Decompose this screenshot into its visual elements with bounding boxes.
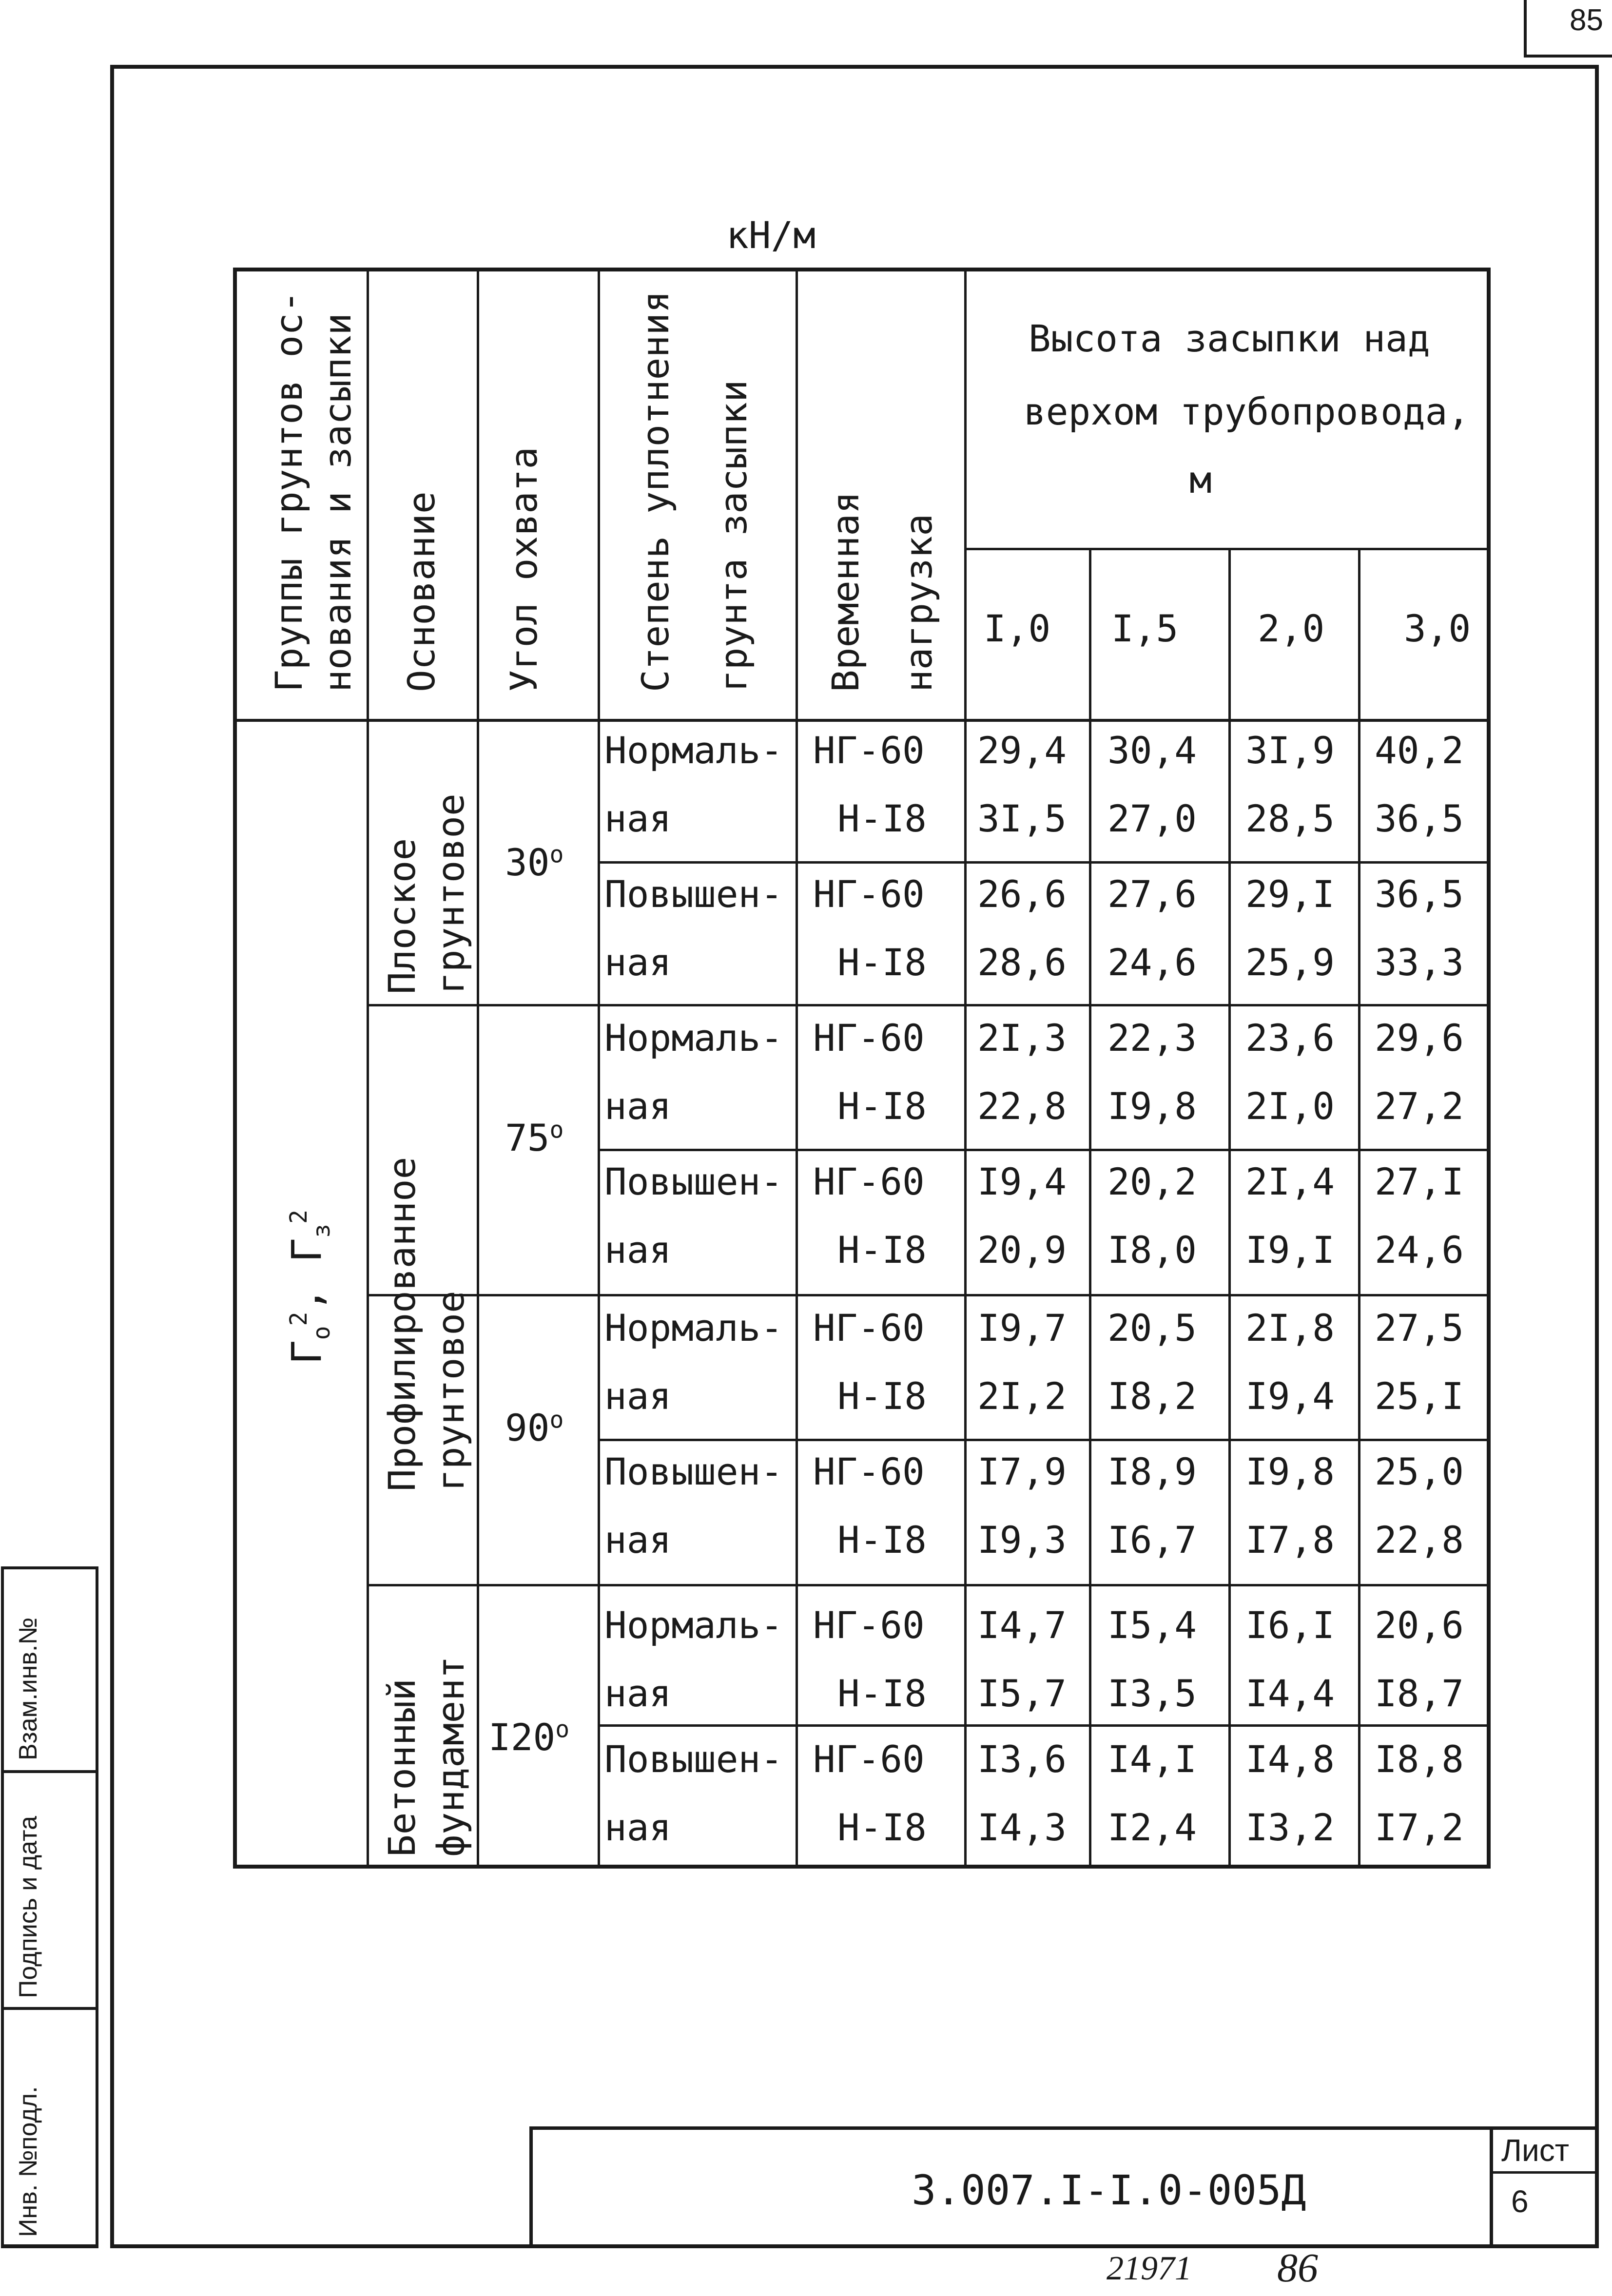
table-right [1487, 268, 1491, 1869]
table-cell: 2I,3 [977, 1016, 1067, 1060]
sheet-number: 6 [1511, 2184, 1529, 2219]
table-cell: I4,3 [977, 1806, 1067, 1849]
table-cell: 24,6 [1375, 1228, 1464, 1272]
stamp-left-line [1, 1566, 4, 2248]
load-label: Н-I8 [837, 1518, 927, 1562]
header-separator [233, 719, 1491, 722]
angle-90 [505, 1406, 563, 1449]
table-cell: I7,8 [1245, 1518, 1335, 1562]
col-line-6 [1089, 548, 1091, 1869]
document-code: 3.007.I-I.0-005Д [912, 2166, 1306, 2214]
table-cell: I9,4 [1245, 1374, 1335, 1418]
stamp-sign-date: Подпись и дата [14, 1815, 42, 1998]
angle-30 [505, 841, 563, 884]
soil-group-s3: з [308, 1223, 335, 1238]
angle-line-3 [367, 1584, 1491, 1586]
compaction-label: Нормаль- [604, 1016, 783, 1060]
table-cell: 24,6 [1107, 941, 1197, 984]
height-3-0: 3,0 [1404, 607, 1471, 650]
title-top [529, 2126, 1599, 2130]
table-cell: I4,7 [977, 1603, 1067, 1647]
title-left [529, 2126, 533, 2248]
table-cell: I8,0 [1107, 1228, 1197, 1272]
header-height-line1: Высота засыпки над [1029, 317, 1430, 360]
header-base: Основание [400, 491, 443, 692]
compaction-label: Нормаль- [604, 729, 783, 772]
footer-left-number: 21971 [1107, 2250, 1192, 2287]
table-cell: 2I,4 [1245, 1160, 1335, 1203]
table-cell: 28,5 [1245, 797, 1335, 840]
table-cell: I9,I [1245, 1228, 1335, 1272]
table-cell: I6,7 [1107, 1518, 1197, 1562]
compaction-label: Повышен- [604, 1450, 783, 1493]
table-cell: 23,6 [1245, 1016, 1335, 1060]
header-compaction-line1: Степень уплотнения [634, 290, 677, 692]
compaction-line-1 [598, 861, 1491, 864]
header-compaction-line2: грунта засыпки [712, 380, 755, 692]
stamp-bottom-line [1, 2244, 98, 2248]
load-label: Н-I8 [837, 797, 927, 840]
table-bottom [233, 1865, 1491, 1869]
angle-75 [505, 1116, 563, 1159]
title-sheet-hline [1490, 2171, 1599, 2174]
load-label: Н-I8 [837, 1374, 927, 1418]
header-height-line2: верхом трубопровода, [1024, 390, 1470, 433]
page-number: 85 [1570, 3, 1603, 37]
table-cell: I4,I [1107, 1737, 1197, 1781]
table-cell: I2,4 [1107, 1806, 1197, 1849]
table-cell: I6,I [1245, 1603, 1335, 1647]
col-line-1 [367, 268, 369, 1869]
table-cell: 29,4 [977, 729, 1067, 772]
soil-group-label [283, 1210, 335, 1365]
table-cell: I4,4 [1245, 1672, 1335, 1715]
load-label: Н-I8 [837, 941, 927, 984]
compaction-label: ная [604, 941, 672, 984]
table-cell: 2I,2 [977, 1374, 1067, 1418]
compaction-label: Повышен- [604, 1160, 783, 1203]
table-cell: I9,4 [977, 1160, 1067, 1203]
table-cell: 3I,5 [977, 797, 1067, 840]
angle-90-value: 90 [505, 1406, 550, 1449]
compaction-line-2 [598, 1149, 1491, 1151]
stamp-div-2 [1, 2007, 98, 2010]
base-profiled-line2: грунтовое [429, 1291, 472, 1491]
table-cell: 25,0 [1375, 1450, 1464, 1493]
stamp-top-line [1, 1566, 98, 1569]
load-label: Н-I8 [837, 1084, 927, 1128]
angle-120-value: I20 [488, 1716, 556, 1759]
table-cell: 22,8 [1375, 1518, 1464, 1562]
table-cell: 22,3 [1107, 1016, 1197, 1060]
compaction-label: ная [604, 1518, 672, 1562]
unit-label: кН/м [726, 213, 816, 257]
table-cell: I8,2 [1107, 1374, 1197, 1418]
table-cell: 3I,9 [1245, 729, 1335, 772]
load-label: НГ-60 [813, 1737, 925, 1781]
angle-line-2 [367, 1294, 1491, 1296]
angle-30-deg: о [549, 841, 564, 868]
load-label: НГ-60 [813, 1160, 925, 1203]
compaction-label: Нормаль- [604, 1603, 783, 1647]
table-cell: I8,7 [1375, 1672, 1464, 1715]
table-cell: I9,8 [1107, 1084, 1197, 1128]
title-sheet-split [1490, 2126, 1493, 2248]
table-cell: 25,I [1375, 1374, 1464, 1418]
col-line-3 [598, 268, 600, 1869]
height-1-0: I,0 [984, 607, 1051, 650]
compaction-label: ная [604, 797, 672, 840]
compaction-label: ная [604, 1672, 672, 1715]
col-line-7 [1228, 548, 1231, 1869]
compaction-label: Повышен- [604, 872, 783, 916]
base-flat-line2: грунтовое [429, 793, 472, 994]
load-label: НГ-60 [813, 1450, 925, 1493]
angle-75-value: 75 [505, 1116, 550, 1159]
table-cell: I9,3 [977, 1518, 1067, 1562]
load-label: Н-I8 [837, 1806, 927, 1849]
height-1-5: I,5 [1111, 607, 1179, 650]
table-cell: 25,9 [1245, 941, 1335, 984]
footer-right-number: 86 [1277, 2245, 1318, 2291]
table-cell: I9,8 [1245, 1450, 1335, 1493]
table-cell: I3,5 [1107, 1672, 1197, 1715]
col-line-5 [964, 268, 967, 1869]
table-cell: 20,2 [1107, 1160, 1197, 1203]
table-cell: 36,5 [1375, 797, 1464, 840]
header-load-line1: Временная [824, 491, 867, 692]
compaction-label: ная [604, 1806, 672, 1849]
compaction-line-4 [598, 1724, 1491, 1727]
angle-120 [488, 1716, 569, 1759]
table-cell: 27,6 [1107, 872, 1197, 916]
table-cell: 20,5 [1107, 1306, 1197, 1350]
compaction-label: ная [604, 1374, 672, 1418]
soil-group-p0: 2 [285, 1312, 312, 1326]
height-header-split [964, 548, 1491, 550]
base-flat-line1: Плоское [380, 838, 424, 994]
col-line-2 [477, 268, 479, 1869]
base-concrete-line1: Бетонный [380, 1678, 424, 1857]
table-cell: I3,6 [977, 1737, 1067, 1781]
height-2-0: 2,0 [1258, 607, 1325, 650]
table-cell: 40,2 [1375, 729, 1464, 772]
table-cell: I8,9 [1107, 1450, 1197, 1493]
load-label: НГ-60 [813, 1016, 925, 1060]
header-load-line2: нагрузка [897, 513, 940, 692]
compaction-label: Повышен- [604, 1737, 783, 1781]
table-cell: 36,5 [1375, 872, 1464, 916]
soil-group-g0: Г [283, 1340, 330, 1365]
header-groups-line1: Группы грунтов ос- [267, 290, 311, 692]
compaction-label: ная [604, 1084, 672, 1128]
stamp-vzam: Взам.инв.№ [14, 1617, 42, 1760]
col-line-8 [1358, 548, 1360, 1869]
table-cell: 27,5 [1375, 1306, 1464, 1350]
angle-30-value: 30 [505, 841, 550, 884]
table-cell: 20,6 [1375, 1603, 1464, 1647]
stamp-inv-podl: Инв. №подл. [14, 2086, 42, 2237]
load-label: НГ-60 [813, 872, 925, 916]
load-label: Н-I8 [837, 1228, 927, 1272]
load-label: НГ-60 [813, 729, 925, 772]
base-profiled-line1: Профилированное [380, 1157, 424, 1491]
table-cell: 29,I [1245, 872, 1335, 916]
table-cell: 30,4 [1107, 729, 1197, 772]
angle-75-deg: о [549, 1116, 564, 1144]
angle-90-deg: о [549, 1406, 564, 1434]
table-cell: 33,3 [1375, 941, 1464, 984]
stamp-div-1 [1, 1770, 98, 1773]
table-cell: 28,6 [977, 941, 1067, 984]
table-cell: 27,I [1375, 1160, 1464, 1203]
table-cell: I7,2 [1375, 1806, 1464, 1849]
angle-120-deg: о [555, 1716, 570, 1743]
table-cell: I7,9 [977, 1450, 1067, 1493]
table-cell: 20,9 [977, 1228, 1067, 1272]
angle-line-1 [367, 1004, 1491, 1006]
table-cell: I4,8 [1245, 1737, 1335, 1781]
table-cell: I5,7 [977, 1672, 1067, 1715]
stamp-right-line [96, 1566, 98, 2248]
table-left [233, 268, 237, 1869]
table-cell: I8,8 [1375, 1737, 1464, 1781]
table-top [233, 268, 1491, 271]
table-cell: 2I,0 [1245, 1084, 1335, 1128]
base-concrete-line2: фундамент [429, 1656, 472, 1857]
table-cell: 26,6 [977, 872, 1067, 916]
soil-group-p3: 2 [285, 1210, 312, 1224]
table-cell: 2I,8 [1245, 1306, 1335, 1350]
table-cell: 27,0 [1107, 797, 1197, 840]
compaction-label: Нормаль- [604, 1306, 783, 1350]
soil-group-s0: о [308, 1326, 335, 1340]
load-label: Н-I8 [837, 1672, 927, 1715]
table-cell: 29,6 [1375, 1016, 1464, 1060]
table-cell: I9,7 [977, 1306, 1067, 1350]
load-label: НГ-60 [813, 1306, 925, 1350]
col-line-4 [796, 268, 798, 1869]
table-cell: I3,2 [1245, 1806, 1335, 1849]
soil-group-g3: Г [283, 1237, 330, 1263]
header-height-unit: м [1189, 458, 1212, 502]
table-cell: 22,8 [977, 1084, 1067, 1128]
table-cell: I5,4 [1107, 1603, 1197, 1647]
header-groups-line2: нования и засыпки [316, 313, 359, 692]
compaction-line-3 [598, 1439, 1491, 1441]
soil-group-sep: , [283, 1287, 330, 1312]
table-cell: 27,2 [1375, 1084, 1464, 1128]
load-label: НГ-60 [813, 1603, 925, 1647]
sheet-label: Лист [1501, 2133, 1570, 2168]
compaction-label: ная [604, 1228, 672, 1272]
header-angle: Угол охвата [502, 446, 545, 692]
